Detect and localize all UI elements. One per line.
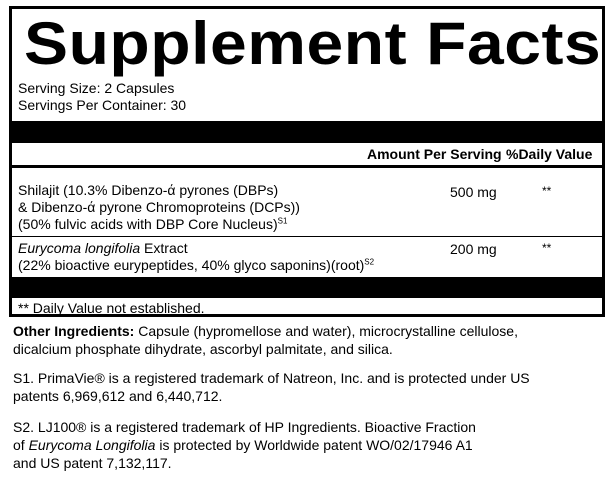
ingredient-row-eurycoma bbox=[18, 240, 374, 274]
ingredient-amount: 200 mg bbox=[450, 241, 497, 257]
divider-bar-top bbox=[12, 121, 602, 143]
ingredient-line: (22% bioactive eurypeptides, 40% glyco saponins)(root)$^{S2}$ bbox=[18, 257, 375, 273]
ingredient-daily-value: ** bbox=[542, 184, 552, 198]
divider-bar-bottom bbox=[12, 277, 602, 298]
other-ingredients-label: Other Ingredients: bbox=[13, 323, 135, 339]
other-ingredients: Other Ingredients: Capsule (hypromellose and water), microcrystalline cellulose, dicalcium phosphate dihydrate, ascorbyl palmitate, and silica. bbox=[13, 323, 518, 357]
header-rule bbox=[12, 165, 602, 168]
ingredient-line: Eurycoma longifolia Extract bbox=[18, 240, 188, 256]
servings-per-container: Servings Per Container: 30 bbox=[18, 97, 187, 113]
ingredient-amount: 500 mg bbox=[450, 184, 497, 200]
header-daily-value: %Daily Value bbox=[506, 146, 593, 162]
trademark-note-s2: S2. LJ100® is a registered trademark of HP Ingredients. Bioactive Fraction of Eurycoma Longifolia is protected by Worldwide patent WO/02/17946 A1 and US patent 7,132,117. bbox=[13, 419, 476, 471]
ingredient-line: Shilajit (10.3% Dibenzo-ά pyrones (DBPs) bbox=[18, 182, 279, 198]
supplement-facts-panel bbox=[9, 6, 605, 317]
superscript-ref: S2 bbox=[364, 257, 375, 267]
superscript-ref: S1 bbox=[277, 216, 288, 226]
row-rule bbox=[12, 236, 602, 237]
ingredient-line: & Dibenzo-ά pyrone Chromoproteins (DCPs)) bbox=[18, 199, 300, 215]
ingredient-row-shilajit bbox=[18, 182, 300, 233]
trademark-note-s1: S1. PrimaVie® is a registered trademark of Natreon, Inc. and is protected under US patents 6,969,612 and 6,440,712. bbox=[13, 370, 530, 404]
ingredient-daily-value: ** bbox=[542, 241, 552, 255]
ingredient-line: (50% fulvic acids with DBP Core Nucleus)$^{S1}$ bbox=[18, 216, 288, 232]
daily-value-footnote: ** Daily Value not established. bbox=[18, 300, 205, 316]
header-amount-per-serving: Amount Per Serving bbox=[367, 146, 502, 162]
serving-size: Serving Size: 2 Capsules bbox=[18, 80, 175, 96]
panel-title: Supplement Facts bbox=[24, 10, 602, 77]
